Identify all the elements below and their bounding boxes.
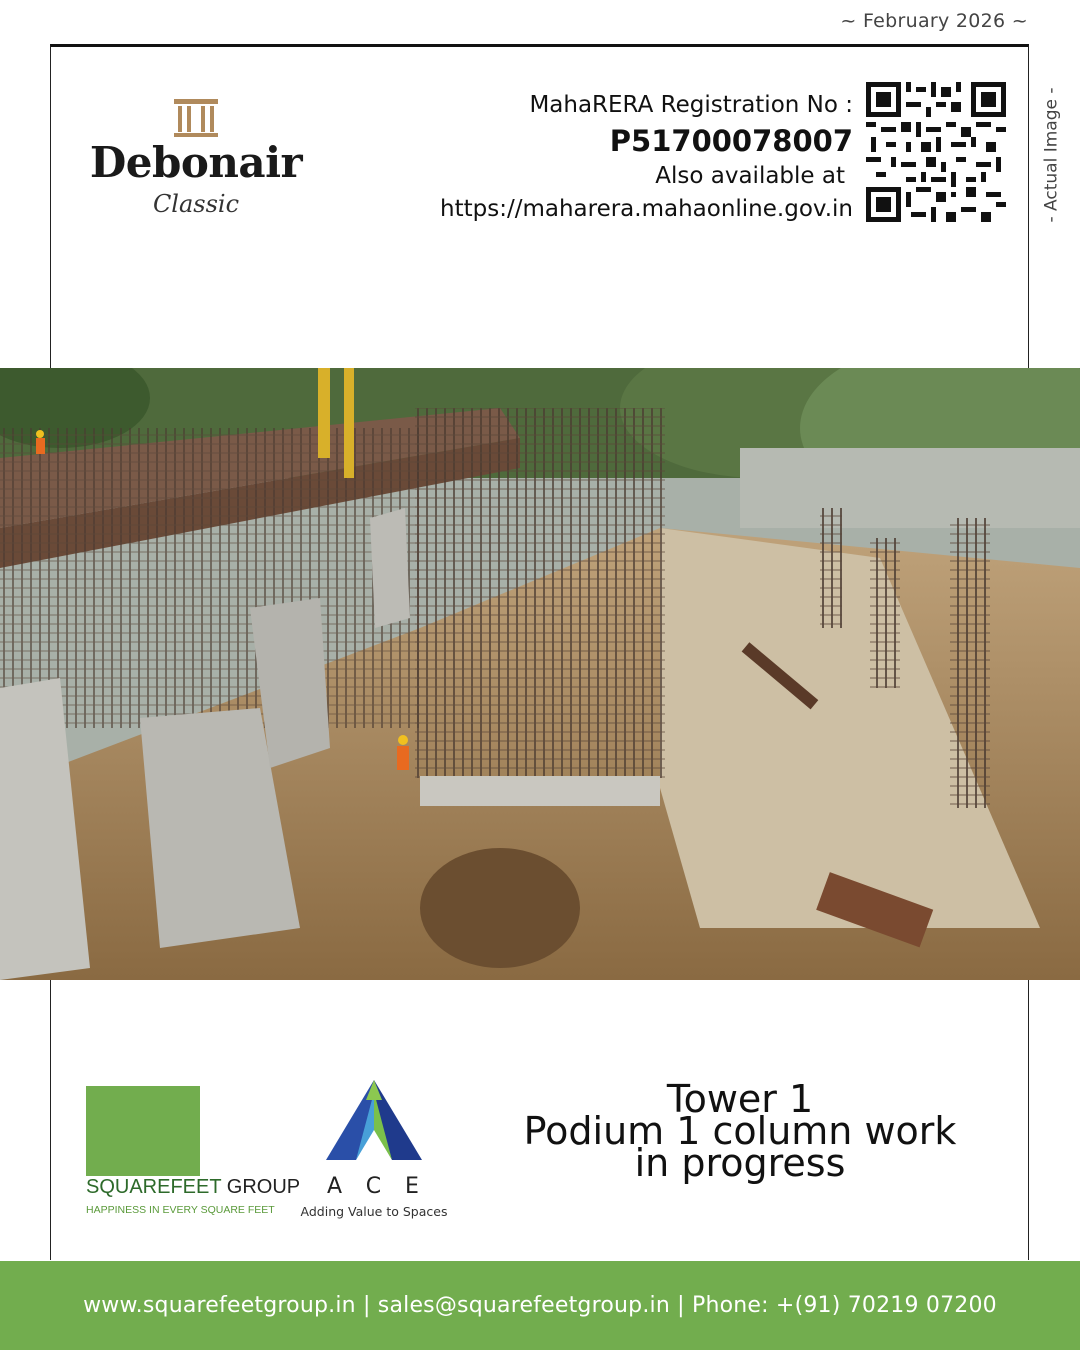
construction-photo (0, 368, 1080, 980)
rera-number: P51700078007 (609, 124, 853, 158)
footer-bar (0, 1261, 1080, 1350)
rera-also: Also available at (655, 163, 845, 189)
squarefeet-tagline: HAPPINESS IN EVERY SQUARE FEET (86, 1204, 275, 1216)
ace-letters: ACE (327, 1174, 443, 1199)
brand-sub: Classic (152, 190, 240, 218)
photo-caption (480, 1077, 1000, 1185)
caption-line-3: in progress (634, 1141, 846, 1185)
pillars-icon (172, 96, 220, 138)
caption-line-2: Podium 1 column work (523, 1109, 957, 1153)
rera-block (440, 88, 853, 226)
caption-line-1: Tower 1 (666, 1077, 814, 1121)
ace-logo (296, 1078, 452, 1223)
rera-label: MahaRERA Registration No : (529, 92, 853, 118)
rera-url[interactable]: https://maharera.mahaonline.gov.in (440, 196, 853, 222)
actual-image-text: - Actual Image - (1041, 87, 1062, 222)
squarefeet-logo (86, 1082, 301, 1217)
ace-tagline: Adding Value to Spaces (300, 1204, 448, 1219)
squarefeet-name: SQUAREFEET GROUP (86, 1176, 301, 1198)
actual-image-note (1036, 72, 1066, 237)
footer-contact[interactable]: www.squarefeetgroup.in | sales@squarefeetgroup.in | Phone: +(91) 70219 07200 (83, 1293, 997, 1318)
squarefeet-square (86, 1086, 200, 1176)
brand-name: Debonair (89, 138, 303, 187)
qr-code-icon (866, 82, 1006, 222)
triangle-a-icon (326, 1080, 422, 1160)
debonair-logo (86, 96, 306, 226)
date-label: ~ February 2026 ~ (840, 10, 1028, 32)
